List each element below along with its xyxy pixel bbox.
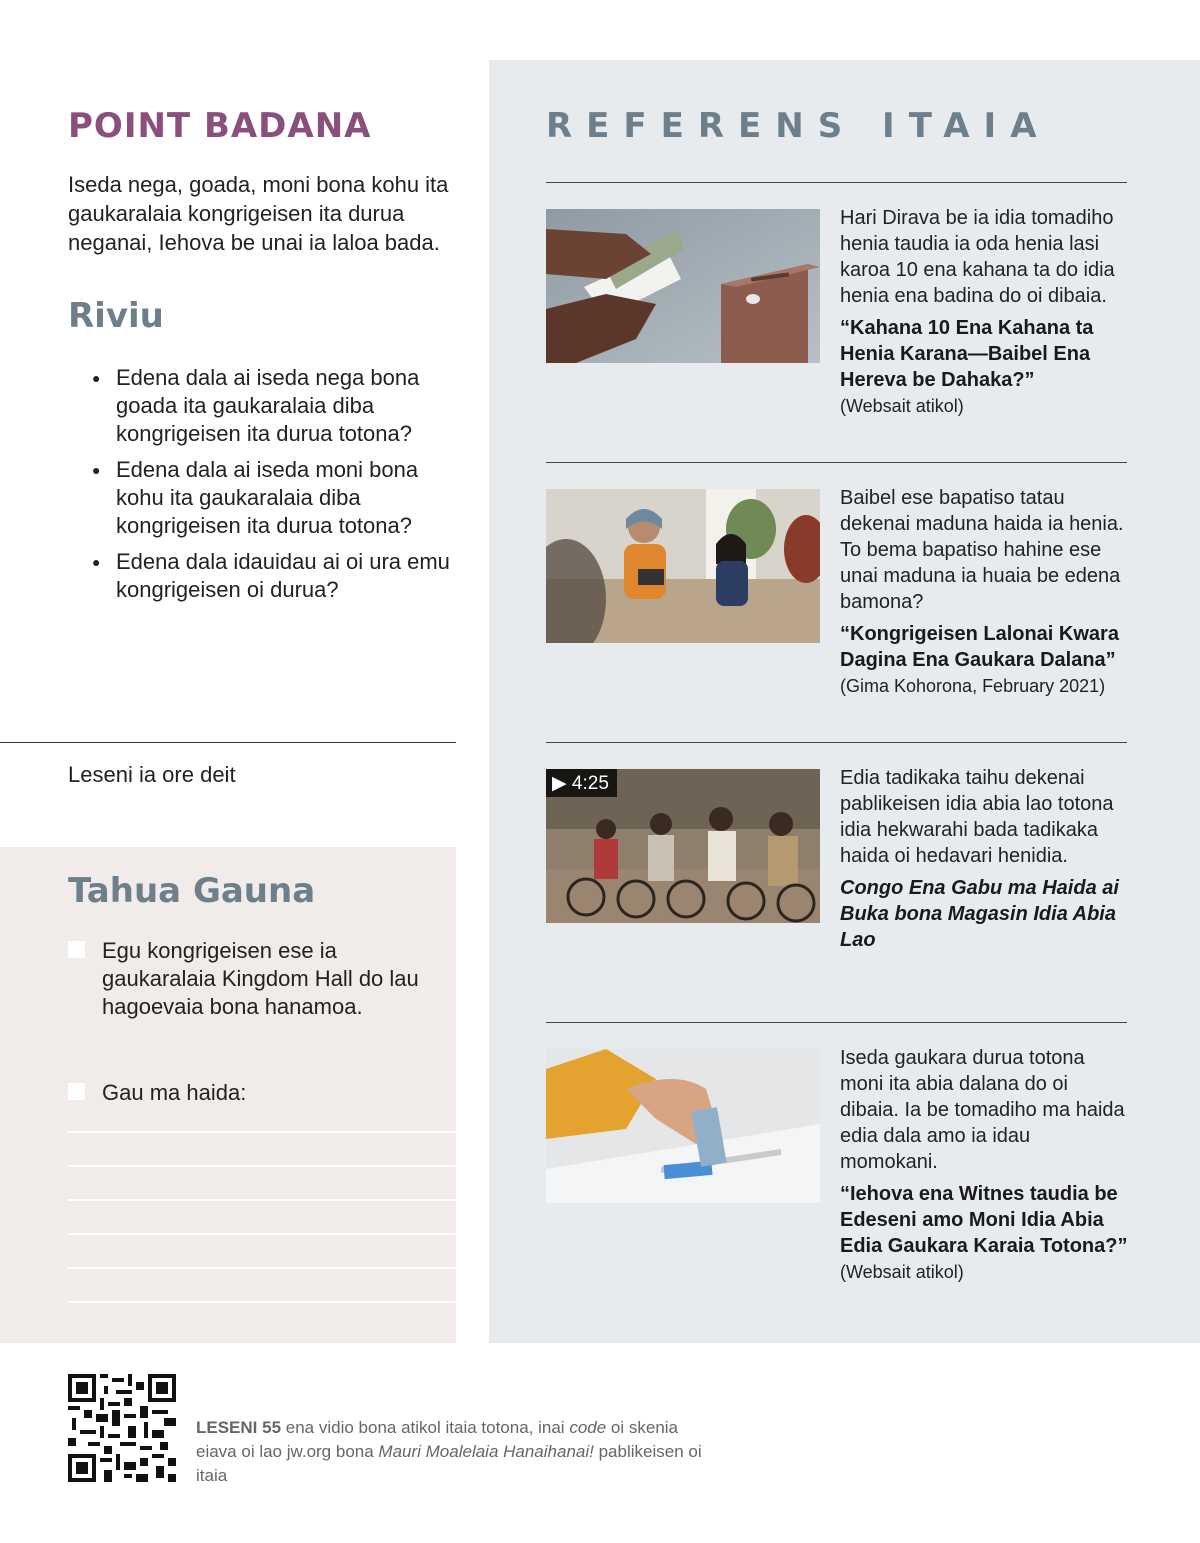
goal-panel [0,847,456,1343]
goal-checkbox[interactable] [68,941,85,958]
point-badana-text: Iseda nega, goada, moni bona kohu ita gaukaralaia kongrigeisen ita durua neganai, Iehova be unai ia laloa bada. [68,172,449,255]
reference-item[interactable] [546,182,1127,462]
goal-item-label: Gau ma haida: [102,1080,247,1105]
reference-description: Baibel ese bapatiso tatau dekenai maduna haida ia henia. To bema bapatiso hahine ese unai maduna ia huaia be edena bamona? [840,487,1124,613]
footer-text: ena vidio bona atikol itaia totona, inai [281,1418,570,1437]
reference-item[interactable] [546,742,1127,1022]
footer-text: oi skenia eiava oi lao jw.org bona [196,1418,679,1461]
goal-item-other[interactable] [68,1079,448,1107]
footer-text: pablikeisen oi itaia [196,1442,702,1485]
goal-writing-lines[interactable] [68,1131,456,1335]
goal-item-label: Egu kongrigeisen ese ia gaukaralaia Kingdom Hall do lau hagoevaia bona hanamoa. [102,938,419,1019]
reference-text [840,765,1132,953]
reference-source: (Gima Kohorona, February 2021) [840,676,1106,696]
reference-title-link[interactable]: “Iehova ena Witnes taudia be Edeseni amo Moni Idia Abia Edia Gaukara Karaia Totona?” [840,1183,1128,1257]
women-bible-study-image[interactable] [546,489,820,643]
reference-source: (Websait atikol) [840,396,964,416]
reference-description: Iseda gaukara durua totona moni ita abia dalana do oi dibaia. Ia be tomadiho ma haida edia dala amo ia idau momokani. [840,1047,1125,1173]
reference-description: Edia tadikaka taihu dekenai pablikeisen idia abia lao totona idia hekwarahi bada tadikaka haida oi hedavari henidia. [840,767,1114,867]
riviu-question: ● Edena dala ai iseda moni bona kohu ita gaukaralaia diba kongrigeisen ita durua totona? [92,456,462,540]
offering-envelope-image[interactable] [546,209,820,363]
reference-item[interactable] [546,462,1127,742]
reference-title-link[interactable]: “Kahana 10 Ena Kahana ta Henia Karana—Baibel Ena Hereva be Dahaka?” [840,317,1094,391]
writing-line[interactable] [68,1165,456,1199]
goal-item-kingdom-hall[interactable] [68,937,448,1021]
writing-line[interactable] [68,1267,456,1301]
writing-line[interactable] [68,1131,456,1165]
point-badana-heading: POINT BADANA [68,106,372,146]
reference-source: (Websait atikol) [840,1262,964,1282]
reference-text [840,205,1132,419]
riviu-question: ● Edena dala idauidau ai oi ura emu kongrigeisen oi durua? [92,548,462,604]
reference-description: Hari Dirava be ia idia tomadiho henia taudia ia oda henia lasi karoa 10 ena kahana ta do idia henia ena badina do oi dibaia. [840,207,1115,307]
riviu-question-list [92,364,462,612]
footer-note [196,1416,716,1488]
divider [0,742,456,743]
video-duration-badge [546,769,617,797]
goal-checkbox[interactable] [68,1083,85,1100]
references-heading: REFERENS ITAIA [546,106,1051,146]
reference-title-link[interactable]: Congo Ena Gabu ma Haida ai Buka bona Magasin Idia Abia Lao [840,877,1119,951]
footer-code-word: code [569,1418,607,1437]
video-duration: 4:25 [571,773,609,794]
left-column [0,0,456,1343]
writing-line[interactable] [68,1233,456,1267]
reference-title-link[interactable]: “Kongrigeisen Lalonai Kwara Dagina Ena Gaukara Dalana” [840,623,1119,671]
donation-box-image[interactable] [546,1049,820,1203]
footer-lesson-number: LESENI 55 [196,1418,282,1437]
lesson-completed-date-label[interactable]: Leseni ia ore deit [68,762,236,787]
riviu-heading: Riviu [68,296,164,336]
reference-text [840,485,1132,699]
bicycle-video-thumbnail[interactable] [546,769,820,923]
footer-publication-name[interactable]: Mauri Moalelaia Hanaihanai! [378,1442,594,1461]
play-icon: ▶ [552,773,567,794]
reference-text [840,1045,1132,1285]
reference-item[interactable] [546,1022,1127,1322]
references-panel [489,60,1200,1343]
qr-code-icon[interactable] [68,1374,176,1482]
writing-line[interactable] [68,1199,456,1233]
writing-line[interactable] [68,1301,456,1335]
riviu-question: ● Edena dala ai iseda nega bona goada ita gaukaralaia diba kongrigeisen ita durua totona? [92,364,462,448]
goal-heading: Tahua Gauna [68,871,316,911]
